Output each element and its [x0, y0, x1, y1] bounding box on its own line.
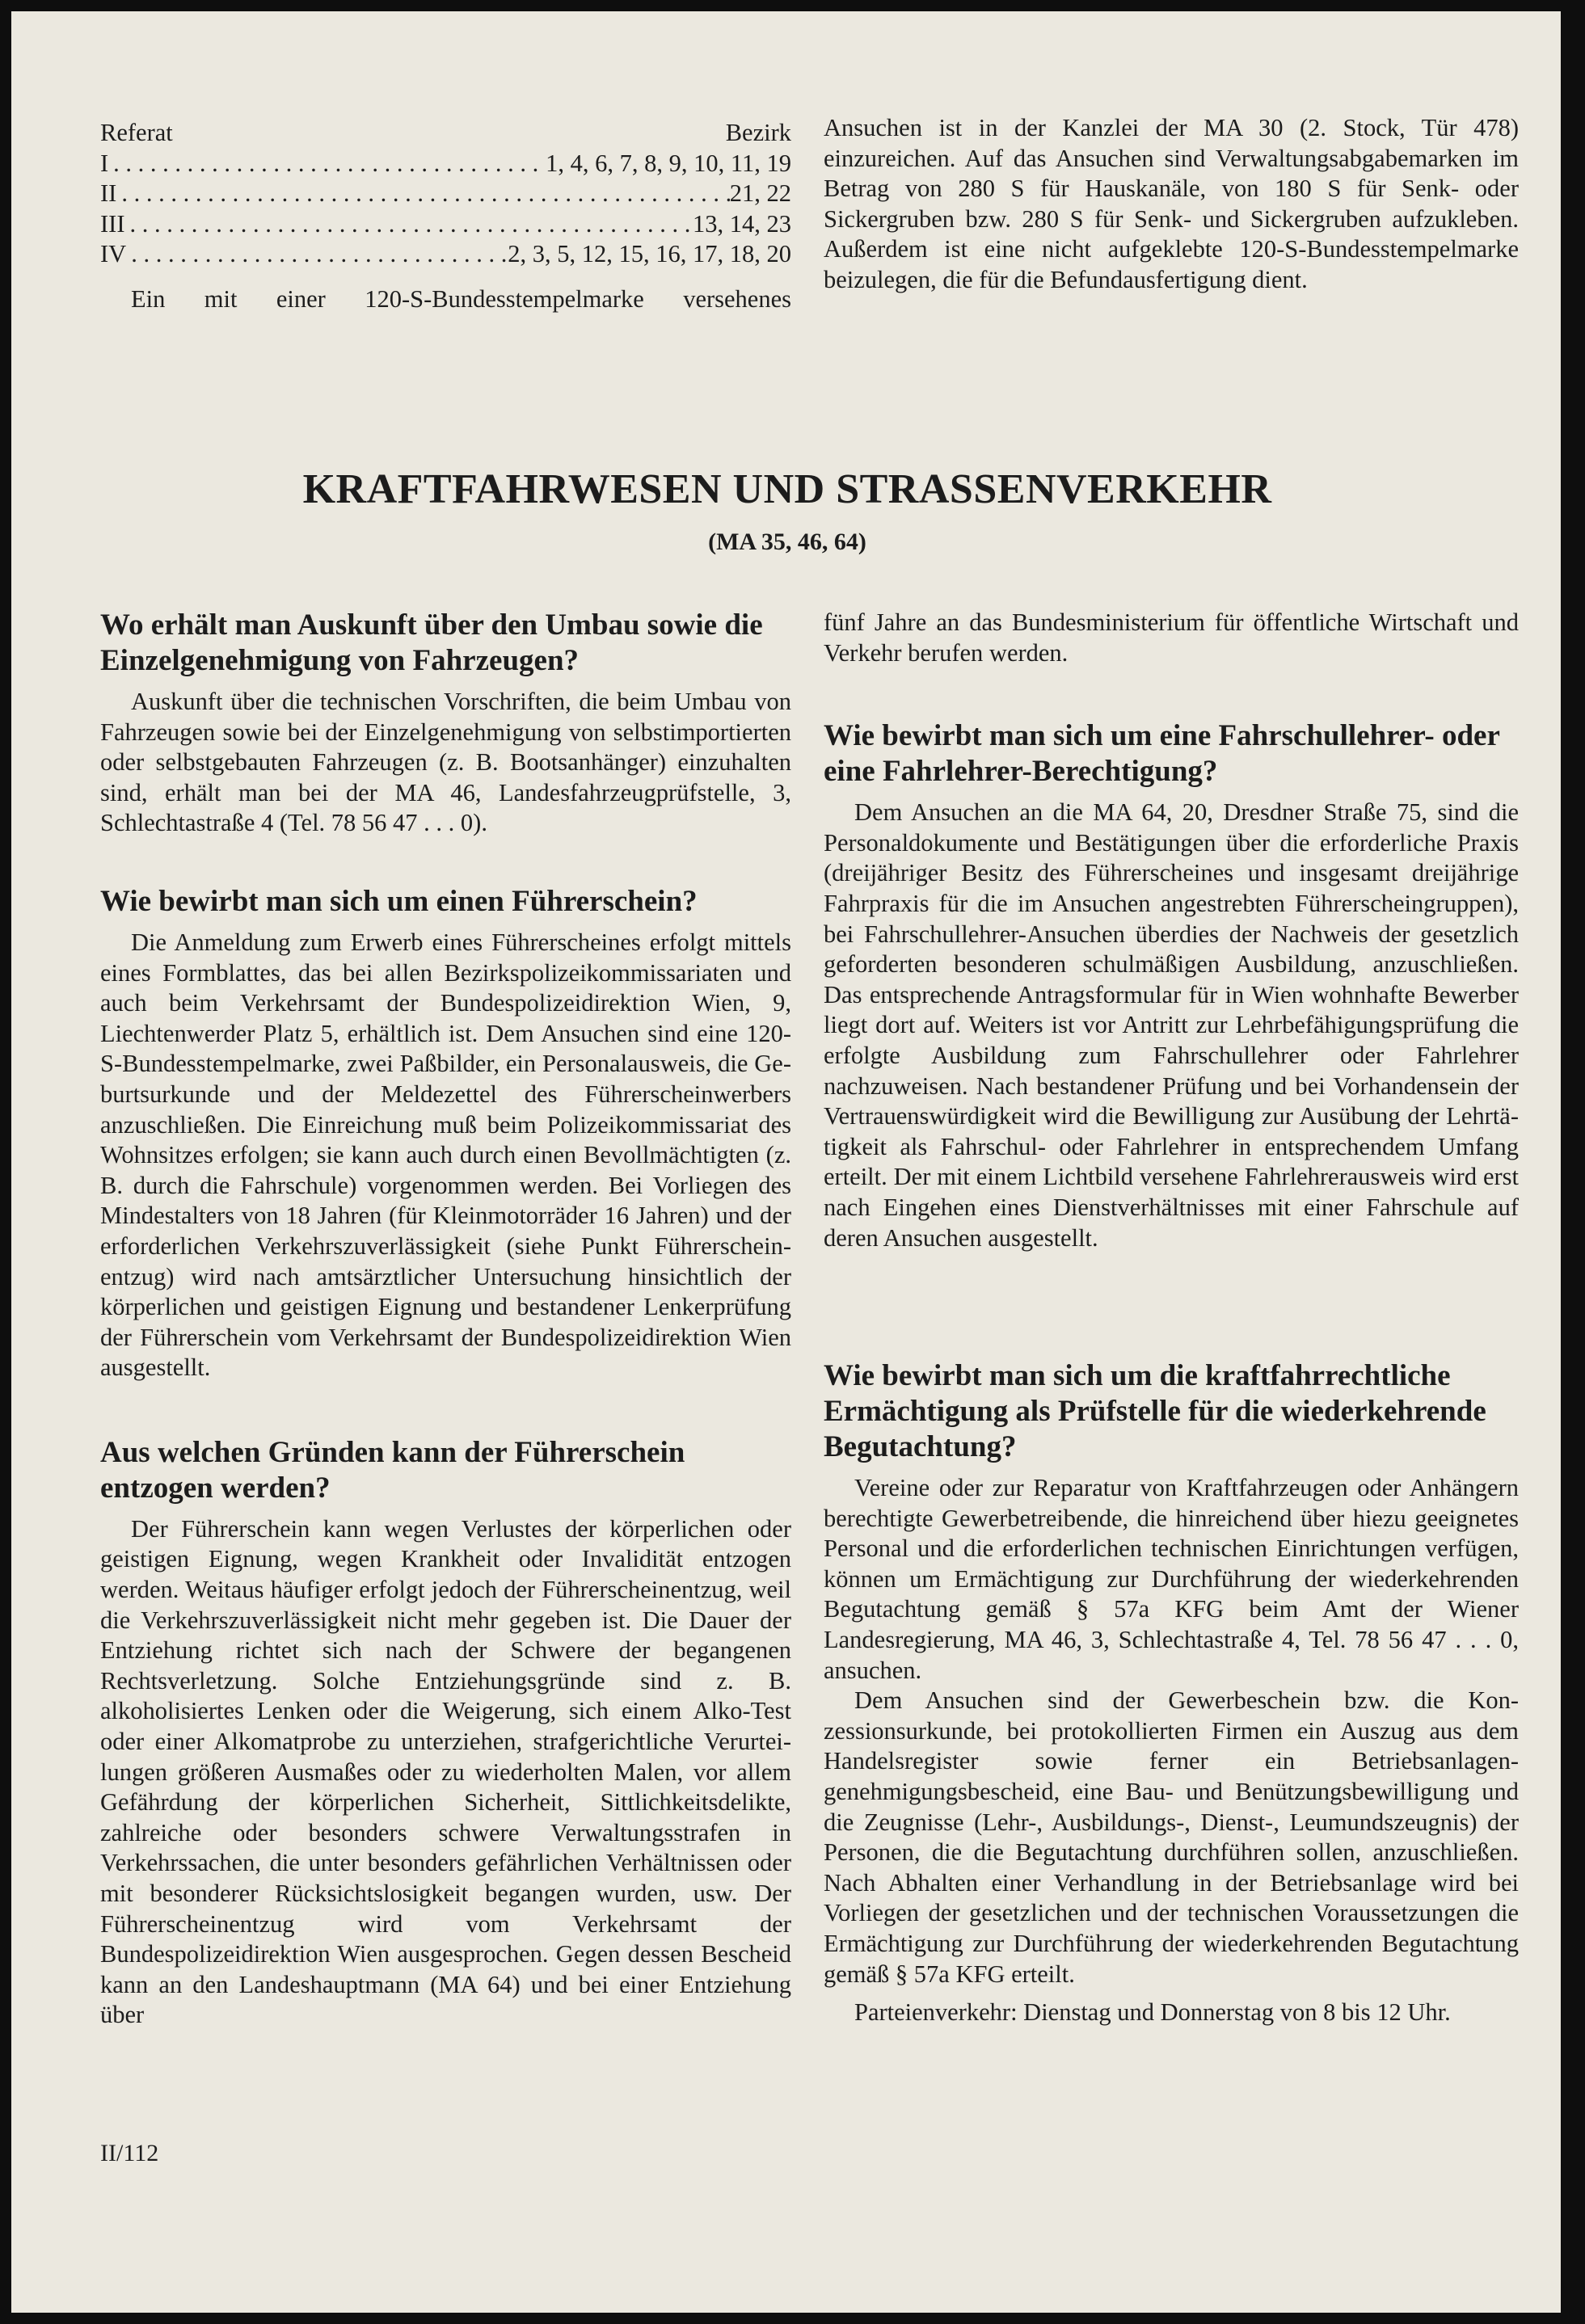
question-heading: Wie bewirbt man sich um die kraftfahrrechtliche Ermächtigung als Prüfstelle für die wiederkehrende Begutachtung? — [824, 1359, 1486, 1464]
referat-label: III — [100, 209, 125, 238]
bezirk-values: 21, 22 — [729, 179, 791, 208]
table-note: Ein mit einer 120-S-Bundesstempelmarke versehenes — [131, 284, 791, 313]
leader-dots — [126, 239, 508, 270]
question-heading: Wie bewirbt man sich um einen Führerschein? — [100, 884, 698, 918]
scan-border-left — [0, 0, 11, 2324]
office-hours: Parteienverkehr: Dienstag und Donnerstag von 8 bis 12 Uhr. — [854, 1998, 1451, 2027]
referat-row — [100, 149, 791, 179]
continuation-paragraph: fünf Jahre an das Bundesministerium für öffentliche Wirtschaft und Verkehr berufen werden. — [824, 608, 1519, 667]
scan-border-bottom — [0, 2313, 1585, 2324]
referat-label: IV — [100, 240, 127, 268]
bezirk-values: 1, 4, 6, 7, 8, 9, 10, 11, 19 — [546, 149, 791, 177]
document-page — [11, 11, 1563, 2313]
referat-label: II — [100, 179, 117, 208]
scan-border-top — [0, 0, 1585, 11]
leader-dots — [108, 149, 546, 179]
left-column — [100, 608, 791, 2031]
leader-dots — [116, 179, 729, 209]
right-column — [824, 608, 1519, 2028]
page-number: II/112 — [100, 2140, 159, 2166]
referat-label: I — [100, 149, 109, 177]
top-right-paragraph: Ansuchen ist in der Kanzlei der MA 30 (2. Stock, Tür 478) einzureichen. Auf das Ansuchen sind Verwaltungsabgabemarken im Betrag von 280 S für Hauskanäle, von 180 S für Senk- oder Sickergruben bzw. 280 S für Senk- und Sickergruben aufzukleben. Außerdem ist eine nicht aufgeklebte 120-S-Bundesstempelmarke beizulegen, die für die Befundausfertigung dient. — [824, 114, 1519, 293]
bezirk-header: Bezirk — [725, 119, 791, 146]
section-subtitle: (MA 35, 46, 64) — [708, 528, 866, 555]
question-heading: Wie bewirbt man sich um eine Fahrschullehrer- oder eine Fahrlehrer-Berechtigung? — [824, 719, 1500, 789]
answer-paragraph: Dem Ansuchen an die MA 64, 20, Dresdner Straße 75, sind die Personaldokumente und Bestätigungen über die erforderliche Praxis (dreijähriger Besitz des Führerscheines und insgesamt dreijährige Fahrpraxis für die im Ansuchen angestrebten Führerscheingruppen), bei Fahrschullehrer-Ansuchen überdies der Nachweis der gesetzlich geforderten besonderen schulmäßigen Ausbildung, anzuschließen. Das entsprechende Antragsformular für in Wien wohnhafte Bewerber liegt dort auf. Weiters ist vor Antritt zur Lehrbefähigungsprüfung die erfolgte Ausbildung zum Fahrschullehrer oder Fahrlehrer nachzuweisen. Nach bestandener Prüfung und bei Vorhandensein der Vertrauenswürdigkeit wird die Bewilligung zur Ausübung der Lehrtätigkeit als Fahrschul- oder Fahrlehrer in entsprechendem Umfang erteilt. Der mit einem Lichtbild versehene Fahrlehrerausweis wird erst nach Eingehen eines Dienstverhältnisses mit einer Fahrschule auf deren Ansuchen ausgestellt. — [824, 798, 1519, 1252]
referat-row — [100, 209, 791, 240]
answer-paragraph: Auskunft über die technischen Vorschriften, die beim Umbau von Fahrzeugen sowie bei der Einzelgenehmigung von selbstimportierten oder selbstgebauten Fahrzeugen (z. B. Bootsanhänger) einzuhalten sind, erhält man bei der MA 46, Landesfahrzeugprüfstelle, 3, Schlechtastraße 4 (Tel. 78 56 47 . . . 0). — [100, 688, 791, 837]
bezirk-values: 2, 3, 5, 12, 15, 16, 17, 18, 20 — [508, 240, 791, 268]
answer-paragraph: Der Führerschein kann wegen Verlustes der körperlichen oder geistigen Eignung, wegen Krankheit oder Invalidität entzogen werden. Weitaus häufiger erfolgt jedoch der Führerscheinentzug, weil die Verkehrszuverlässigkeit nicht mehr gegeben ist. Die Dauer der Entziehung richtet sich nach der Schwere der begangenen Rechtsverletzung. Solche Entziehungsgründe sind z. B. alkoholisiertes Lenken oder die Weigerung, sich einem Alko-Test oder einer Alkomatprobe zu unterziehen, strafgerichtliche Verurteilungen größeren Ausmaßes oder zu wiederholten Malen, vor allem Gefährdung der körperlichen Sicherheit, Sittlichkeitsdelikte, zahlreiche oder besonders schwere Verwaltungsstrafen in Verkehrssachen, die unter besonders gefährlichen Verhältnissen oder mit besonderer Rücksichtslosigkeit begangen wurden, usw. Der Führerscheinentzug wird vom Verkehrsamt der Bundespolizeidirektion Wien ausgesprochen. Gegen dessen Bescheid kann an den Landeshauptmann (MA 64) und bei einer Entziehung über — [100, 1514, 791, 2029]
section-title: KRAFTFAHRWESEN UND STRASSENVERKEHR — [302, 466, 1272, 512]
answer-paragraph: Vereine oder zur Reparatur von Kraftfahrzeugen oder Anhängern berechtigte Gewerbetreibende, die hinreichend über hiezu geeignetes Personal und die erforderlichen technischen Einrichtungen verfügen, können um Ermächtigung zur Durchführung der wiederkehrenden Begutachtung gemäß § 57a KFG beim Amt der Wiener Landesregierung, MA 46, 3, Schlechtastraße 4, Tel. 78 56 47 . . . 0, ansuchen. — [824, 1474, 1519, 1684]
referat-table — [100, 118, 791, 315]
referat-row — [100, 179, 791, 209]
question-heading: Aus welchen Gründen kann der Führerschein entzogen werden? — [100, 1435, 685, 1505]
question-heading: Wo erhält man Auskunft über den Umbau sowie die Einzelgenehmigung von Fahrzeugen? — [100, 608, 763, 677]
scan-border-right — [1561, 0, 1585, 2324]
top-right-column — [824, 113, 1519, 296]
referat-header: Referat — [100, 119, 173, 146]
referat-row — [100, 239, 791, 270]
answer-paragraph: Die Anmeldung zum Erwerb eines Führerscheines erfolgt mittels eines Formblattes, das bei allen Bezirkspolizeikommissariaten und auch beim Verkehrsamt der Bundespolizeidirektion Wien, 9, Liechtenwerder Platz 5, erhältlich ist. Dem Ansuchen sind eine 120-S-Bundesstempelmarke, zwei Paßbilder, ein Personalausweis, die Geburtsurkunde und der Meldezettel des Führerscheinwerbers anzuschließen. Die Einreichung muß beim Polizeikommissariat des Wohnsitzes erfolgen; sie kann auch durch einen Bevollmächtigten (z. B. durch die Fahrschule) vorgenommen werden. Bei Vorliegen des Mindestalters von 18 Jahren (für Kleinmotorräder 16 Jahren) und der erforderlichen Verkehrszuverlässigkeit (siehe Punkt Führerscheinentzug) wird nach amtsärztlicher Untersuchung hinsichtlich der körperlichen und geistigen Eignung und bestandener Lenkerprüfung der Führerschein vom Verkehrsamt der Bundespolizeidirektion Wien ausgestellt. — [100, 928, 791, 1382]
referat-table-header — [100, 118, 791, 149]
leader-dots — [124, 209, 693, 240]
answer-paragraph: Dem Ansuchen sind der Gewerbeschein bzw. die Konzessionsurkunde, bei protokollierten Firmen ein Auszug aus dem Handelsregister sowie ferner ein Betriebsanlagengenehmigungsbescheid, eine Bau- und Benützungsbewilligung und die Zeugnisse (Lehr-, Ausbildungs-, Dienst-, Leumundszeugnis) der Personen, die die Begutachtung durchführen sollen, anzuschließen. Nach Abhalten einer Verhandlung in der Betriebsanlage wird bei Vorliegen der gesetzlichen und der technischen Voraussetzungen die Ermächtigung zur Durchführung der wiederkehrenden Begutachtung gemäß § 57a KFG erteilt. — [824, 1686, 1519, 1988]
bezirk-values: 13, 14, 23 — [693, 209, 791, 238]
